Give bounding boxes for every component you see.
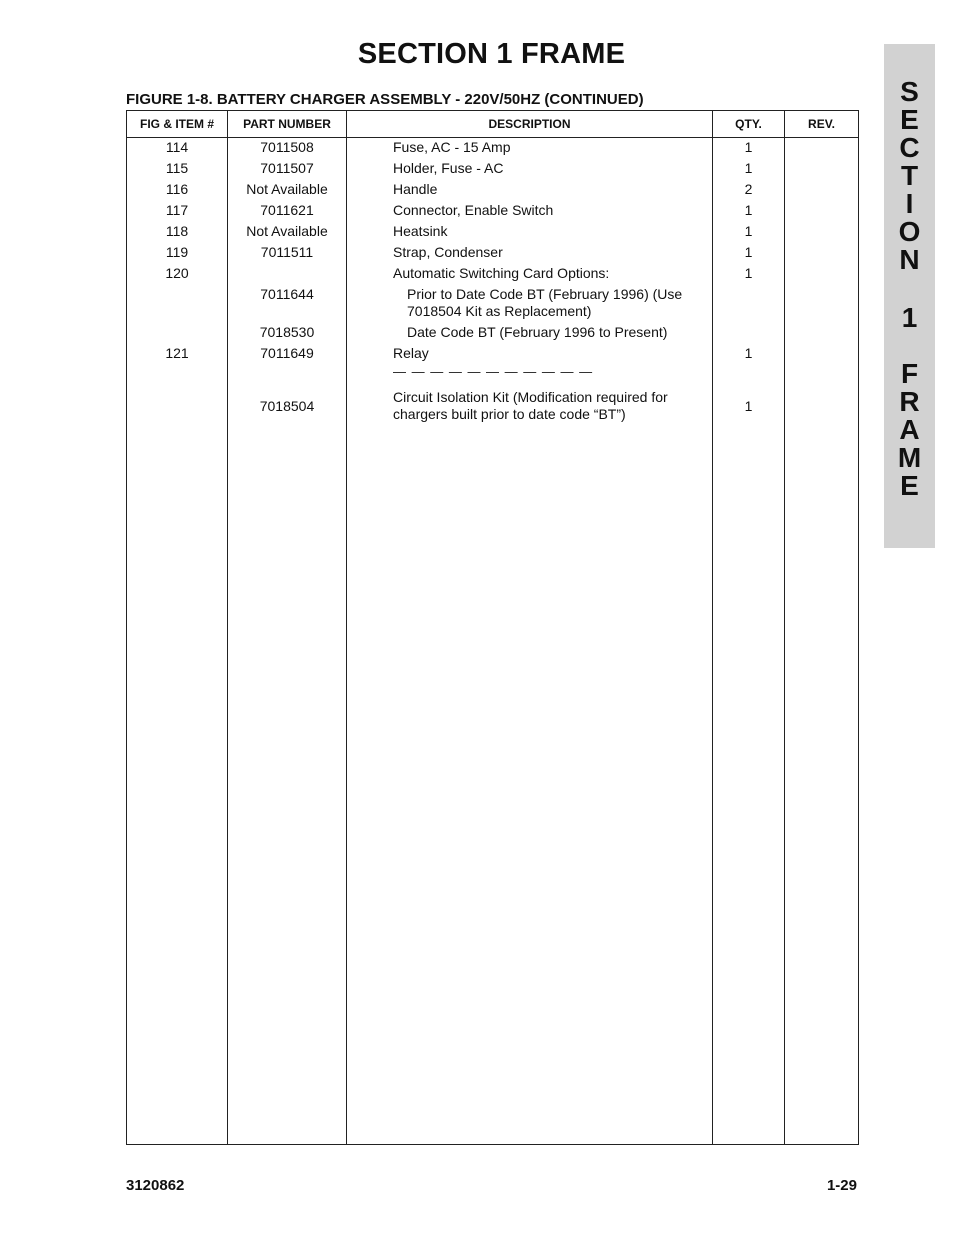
side-tab-letter: E	[900, 470, 919, 501]
qty-cell: 1	[713, 222, 785, 243]
side-tab-letter: S	[900, 76, 919, 107]
side-tab-letter: C	[899, 132, 920, 163]
fig-item-cell: 117	[127, 201, 228, 222]
fig-item-cell	[127, 365, 228, 386]
doc-number: 3120862	[126, 1177, 185, 1194]
separator-dashes: — — — — — — — — — — —	[393, 364, 594, 379]
description-cell: Relay	[347, 344, 713, 365]
separator-row	[127, 365, 859, 386]
fig-item-cell: 114	[127, 138, 228, 160]
description-cell: Heatsink	[347, 222, 713, 243]
fig-item-cell	[127, 285, 228, 323]
table-filler-row	[127, 426, 859, 1145]
table-row	[127, 264, 859, 285]
fig-item-cell: 119	[127, 243, 228, 264]
qty-cell	[713, 365, 785, 386]
description-sub-option: Date Code BT (February 1996 to Present)	[407, 324, 668, 340]
part-number-cell: 7018504	[228, 386, 347, 426]
table-row	[127, 201, 859, 222]
qty-cell	[713, 323, 785, 344]
rev-cell	[785, 285, 859, 323]
qty-cell	[713, 285, 785, 323]
empty-cell	[713, 426, 785, 1145]
qty-cell: 1	[713, 386, 785, 426]
header-fig-item: FIG & ITEM #	[127, 111, 228, 138]
side-tab-letter: N	[899, 244, 920, 275]
table-row	[127, 159, 859, 180]
description-cell	[347, 285, 713, 323]
qty-cell: 1	[713, 344, 785, 365]
side-tab-letter: F	[900, 358, 919, 389]
description-cell: Circuit Isolation Kit (Modification required for chargers built prior to date code “BT”)	[347, 386, 713, 426]
table-row	[127, 222, 859, 243]
qty-cell: 1	[713, 138, 785, 160]
part-number-cell	[228, 264, 347, 285]
part-number-cell: 7011507	[228, 159, 347, 180]
rev-cell	[785, 323, 859, 344]
description-cell	[347, 323, 713, 344]
fig-item-cell: 120	[127, 264, 228, 285]
header-rev: REV.	[785, 111, 859, 138]
fig-item-cell: 121	[127, 344, 228, 365]
page-title: SECTION 1 FRAME	[357, 38, 626, 70]
empty-cell	[127, 426, 228, 1145]
rev-cell	[785, 365, 859, 386]
header-part-number: PART NUMBER	[228, 111, 347, 138]
rev-cell	[785, 201, 859, 222]
side-tab-letter: E	[900, 104, 919, 135]
rev-cell	[785, 344, 859, 365]
part-number-cell: 7011649	[228, 344, 347, 365]
empty-cell	[347, 426, 713, 1145]
table-row	[127, 285, 859, 323]
rev-cell	[785, 159, 859, 180]
part-number-cell: 7018530	[228, 323, 347, 344]
fig-item-cell: 115	[127, 159, 228, 180]
fig-item-cell: 118	[127, 222, 228, 243]
qty-cell: 1	[713, 243, 785, 264]
side-tab-letter: O	[898, 216, 921, 247]
table-row	[127, 180, 859, 201]
qty-cell: 1	[713, 264, 785, 285]
section-side-tab	[884, 44, 935, 548]
rev-cell	[785, 138, 859, 160]
fig-item-cell	[127, 386, 228, 426]
table-header-row	[127, 111, 859, 138]
side-tab-letter: R	[899, 386, 920, 417]
table-row	[127, 243, 859, 264]
header-qty: QTY.	[713, 111, 785, 138]
empty-cell	[228, 426, 347, 1145]
rev-cell	[785, 386, 859, 426]
table-row	[127, 344, 859, 365]
description-cell: Handle	[347, 180, 713, 201]
part-number-cell: Not Available	[228, 180, 347, 201]
table-row	[127, 386, 859, 426]
side-tab-letter: 1	[901, 302, 918, 333]
side-tab-letter: M	[897, 442, 922, 473]
fig-item-cell	[127, 323, 228, 344]
rev-cell	[785, 180, 859, 201]
empty-cell	[785, 426, 859, 1145]
description-cell	[347, 365, 713, 386]
part-number-cell: Not Available	[228, 222, 347, 243]
description-cell: Fuse, AC - 15 Amp	[347, 138, 713, 160]
qty-cell: 1	[713, 201, 785, 222]
part-number-cell: 7011508	[228, 138, 347, 160]
side-tab-letter: T	[900, 160, 919, 191]
part-number-cell	[228, 365, 347, 386]
part-number-cell: 7011644	[228, 285, 347, 323]
parts-table	[126, 110, 859, 1145]
table-row	[127, 323, 859, 344]
description-cell: Automatic Switching Card Options:	[347, 264, 713, 285]
page-number: 1-29	[826, 1177, 857, 1194]
header-description: DESCRIPTION	[347, 111, 713, 138]
part-number-cell: 7011511	[228, 243, 347, 264]
side-tab-letter: A	[899, 414, 920, 445]
description-sub-option: Prior to Date Code BT (February 1996) (Use 7018504 Kit as Replacement)	[407, 286, 683, 319]
fig-item-cell: 116	[127, 180, 228, 201]
table-row	[127, 138, 859, 160]
rev-cell	[785, 222, 859, 243]
description-cell: Holder, Fuse - AC	[347, 159, 713, 180]
side-tab-letter: I	[905, 188, 914, 219]
rev-cell	[785, 243, 859, 264]
description-cell: Strap, Condenser	[347, 243, 713, 264]
rev-cell	[785, 264, 859, 285]
qty-cell: 2	[713, 180, 785, 201]
qty-cell: 1	[713, 159, 785, 180]
figure-title: FIGURE 1-8. BATTERY CHARGER ASSEMBLY - 220V/50HZ (CONTINUED)	[126, 91, 644, 108]
part-number-cell: 7011621	[228, 201, 347, 222]
description-cell: Connector, Enable Switch	[347, 201, 713, 222]
